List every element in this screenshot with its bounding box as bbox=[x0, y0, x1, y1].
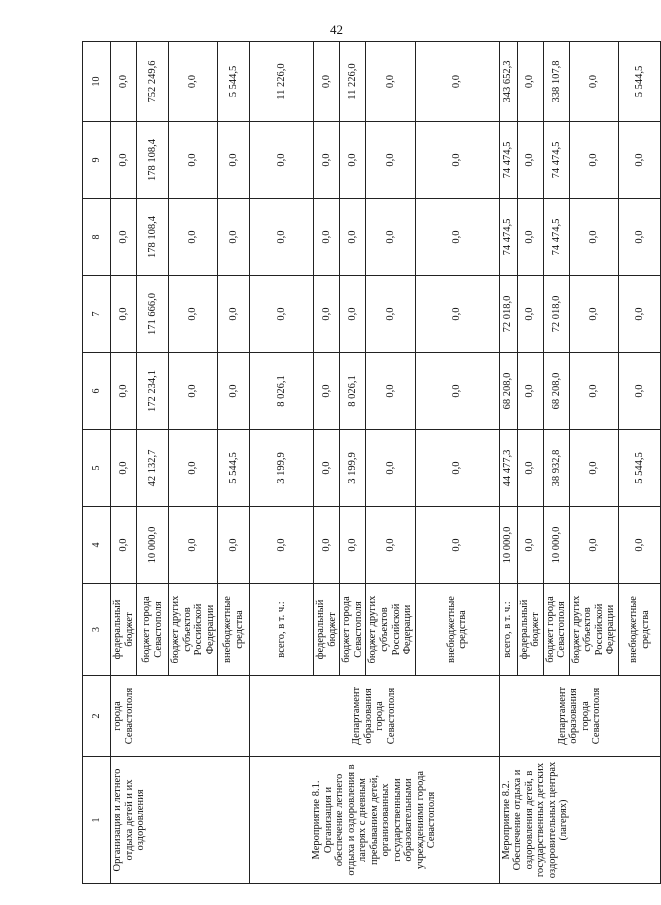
header-cell-5: 5 bbox=[83, 430, 111, 507]
value-cell: 3 199,9 bbox=[340, 430, 366, 507]
value-cell: 0,0 bbox=[415, 507, 499, 584]
value-cell: 0,0 bbox=[569, 42, 618, 122]
block-2 bbox=[250, 42, 499, 884]
value-cell: 0,0 bbox=[619, 507, 661, 584]
value-cell: 0,0 bbox=[619, 353, 661, 430]
value-cell: 5 544,5 bbox=[619, 430, 661, 507]
value-cell: 68 208,0 bbox=[543, 353, 569, 430]
value-cell: 0,0 bbox=[169, 507, 218, 584]
block-1-name: Организация и летнего отдыха детей и их оздоровления bbox=[111, 757, 250, 884]
value-cell: 0,0 bbox=[366, 430, 415, 507]
block-1 bbox=[111, 42, 250, 884]
value-cell: 0,0 bbox=[111, 42, 137, 122]
value-cell: 5 544,5 bbox=[218, 42, 250, 122]
value-cell: 0,0 bbox=[340, 276, 366, 353]
value-cell: 0,0 bbox=[314, 122, 340, 199]
block-3-executor: Департамент образования города Севастополя bbox=[499, 676, 660, 757]
value-cell: 0,0 bbox=[169, 430, 218, 507]
value-cell: 68 208,0 bbox=[499, 353, 517, 430]
value-cell: 0,0 bbox=[415, 276, 499, 353]
value-cell: 42 132,7 bbox=[137, 430, 169, 507]
header-row bbox=[83, 42, 111, 884]
budget-table bbox=[82, 41, 661, 884]
header-cell-1: 1 bbox=[83, 757, 111, 884]
value-cell: 0,0 bbox=[366, 199, 415, 276]
value-cell: 172 234,1 bbox=[137, 353, 169, 430]
value-cell: 0,0 bbox=[169, 122, 218, 199]
value-cell: 0,0 bbox=[415, 430, 499, 507]
value-cell: 178 108,4 bbox=[137, 199, 169, 276]
value-cell: 0,0 bbox=[569, 430, 618, 507]
table-row bbox=[250, 42, 314, 884]
value-cell: 0,0 bbox=[111, 507, 137, 584]
value-cell: 0,0 bbox=[314, 353, 340, 430]
funding-source: бюджет города Севастополя bbox=[543, 584, 569, 676]
header-cell-7: 7 bbox=[83, 276, 111, 353]
value-cell: 0,0 bbox=[111, 122, 137, 199]
value-cell: 0,0 bbox=[250, 507, 314, 584]
value-cell: 74 474,5 bbox=[499, 199, 517, 276]
value-cell: 0,0 bbox=[218, 199, 250, 276]
block-2-name: Мероприятие 8.1. Организация и обеспечение летнего отдыха и оздоровления в лагерях с дневным пребыванием детей, организованных государственными образовательными учреждениями города Севастополя bbox=[250, 757, 499, 884]
value-cell: 0,0 bbox=[111, 430, 137, 507]
header-cell-3: 3 bbox=[83, 584, 111, 676]
value-cell: 0,0 bbox=[169, 199, 218, 276]
value-cell: 0,0 bbox=[415, 353, 499, 430]
page-number: 42 bbox=[330, 22, 343, 37]
table-row bbox=[499, 42, 517, 884]
funding-source: бюджет других субъектов Российской Федерации bbox=[169, 584, 218, 676]
value-cell: 72 018,0 bbox=[499, 276, 517, 353]
value-cell: 0,0 bbox=[517, 42, 543, 122]
header-cell-8: 8 bbox=[83, 199, 111, 276]
value-cell: 8 026,1 bbox=[250, 353, 314, 430]
value-cell: 0,0 bbox=[218, 353, 250, 430]
value-cell: 10 000,0 bbox=[137, 507, 169, 584]
value-cell: 0,0 bbox=[366, 353, 415, 430]
value-cell: 38 932,8 bbox=[543, 430, 569, 507]
block-1-executor: города Севастополя bbox=[111, 676, 250, 757]
funding-source: бюджет других субъектов Российской Федерации bbox=[366, 584, 415, 676]
value-cell: 74 474,5 bbox=[543, 122, 569, 199]
value-cell: 0,0 bbox=[314, 199, 340, 276]
value-cell: 0,0 bbox=[250, 122, 314, 199]
value-cell: 0,0 bbox=[250, 276, 314, 353]
block-2-executor: Департамент образования города Севастополя bbox=[250, 676, 499, 757]
value-cell: 0,0 bbox=[619, 276, 661, 353]
value-cell: 0,0 bbox=[218, 122, 250, 199]
value-cell: 11 226,0 bbox=[340, 42, 366, 122]
value-cell: 0,0 bbox=[619, 122, 661, 199]
header-cell-6: 6 bbox=[83, 353, 111, 430]
header-cell-2: 2 bbox=[83, 676, 111, 757]
value-cell: 8 026,1 bbox=[340, 353, 366, 430]
value-cell: 0,0 bbox=[517, 353, 543, 430]
value-cell: 0,0 bbox=[517, 507, 543, 584]
value-cell: 338 107,8 bbox=[543, 42, 569, 122]
value-cell: 171 666,0 bbox=[137, 276, 169, 353]
value-cell: 10 000,0 bbox=[543, 507, 569, 584]
value-cell: 0,0 bbox=[250, 199, 314, 276]
value-cell: 0,0 bbox=[314, 276, 340, 353]
value-cell: 0,0 bbox=[415, 42, 499, 122]
value-cell: 178 108,4 bbox=[137, 122, 169, 199]
value-cell: 0,0 bbox=[169, 353, 218, 430]
funding-source: бюджет других субъектов Российской Федерации bbox=[569, 584, 618, 676]
funding-source: федеральный бюджет bbox=[111, 584, 137, 676]
funding-source: всего, в т. ч.: bbox=[499, 584, 517, 676]
value-cell: 0,0 bbox=[366, 276, 415, 353]
value-cell: 0,0 bbox=[517, 430, 543, 507]
value-cell: 44 477,3 bbox=[499, 430, 517, 507]
value-cell: 0,0 bbox=[366, 42, 415, 122]
value-cell: 0,0 bbox=[569, 199, 618, 276]
funding-source: внебюджетные средства bbox=[619, 584, 661, 676]
value-cell: 0,0 bbox=[169, 42, 218, 122]
funding-source: всего, в т. ч.: bbox=[250, 584, 314, 676]
funding-source: федеральный бюджет bbox=[517, 584, 543, 676]
block-3-name: Мероприятие 8.2. Обеспечение отдыха и оздоровления детей, в государственных детских оздоровительных центрах (лагерях) bbox=[499, 757, 660, 884]
header-cell-4: 4 bbox=[83, 507, 111, 584]
value-cell: 0,0 bbox=[569, 507, 618, 584]
value-cell: 11 226,0 bbox=[250, 42, 314, 122]
value-cell: 3 199,9 bbox=[250, 430, 314, 507]
value-cell: 74 474,5 bbox=[543, 199, 569, 276]
value-cell: 0,0 bbox=[340, 507, 366, 584]
value-cell: 0,0 bbox=[517, 276, 543, 353]
value-cell: 0,0 bbox=[314, 430, 340, 507]
value-cell: 752 249,6 bbox=[137, 42, 169, 122]
value-cell: 0,0 bbox=[569, 276, 618, 353]
value-cell: 0,0 bbox=[569, 122, 618, 199]
value-cell: 0,0 bbox=[366, 122, 415, 199]
value-cell: 0,0 bbox=[314, 42, 340, 122]
value-cell: 0,0 bbox=[517, 122, 543, 199]
value-cell: 74 474,5 bbox=[499, 122, 517, 199]
value-cell: 0,0 bbox=[218, 276, 250, 353]
value-cell: 5 544,5 bbox=[619, 42, 661, 122]
funding-source: федеральный бюджет bbox=[314, 584, 340, 676]
value-cell: 0,0 bbox=[340, 199, 366, 276]
value-cell: 72 018,0 bbox=[543, 276, 569, 353]
funding-source: внебюджетные средства bbox=[218, 584, 250, 676]
value-cell: 10 000,0 bbox=[499, 507, 517, 584]
value-cell: 0,0 bbox=[111, 353, 137, 430]
value-cell: 0,0 bbox=[218, 507, 250, 584]
value-cell: 0,0 bbox=[619, 199, 661, 276]
table-row bbox=[111, 42, 137, 884]
funding-source: внебюджетные средства bbox=[415, 584, 499, 676]
value-cell: 0,0 bbox=[415, 199, 499, 276]
rotated-table-container bbox=[82, 42, 651, 884]
block-3 bbox=[499, 42, 660, 884]
value-cell: 0,0 bbox=[340, 122, 366, 199]
value-cell: 0,0 bbox=[111, 276, 137, 353]
value-cell: 0,0 bbox=[111, 199, 137, 276]
value-cell: 0,0 bbox=[314, 507, 340, 584]
value-cell: 0,0 bbox=[517, 199, 543, 276]
funding-source: бюджет города Севастополя bbox=[340, 584, 366, 676]
value-cell: 0,0 bbox=[169, 276, 218, 353]
header-cell-9: 9 bbox=[83, 122, 111, 199]
value-cell: 5 544,5 bbox=[218, 430, 250, 507]
value-cell: 343 652,3 bbox=[499, 42, 517, 122]
value-cell: 0,0 bbox=[366, 507, 415, 584]
funding-source: бюджет города Севастополя bbox=[137, 584, 169, 676]
header-cell-10: 10 bbox=[83, 42, 111, 122]
value-cell: 0,0 bbox=[415, 122, 499, 199]
value-cell: 0,0 bbox=[569, 353, 618, 430]
